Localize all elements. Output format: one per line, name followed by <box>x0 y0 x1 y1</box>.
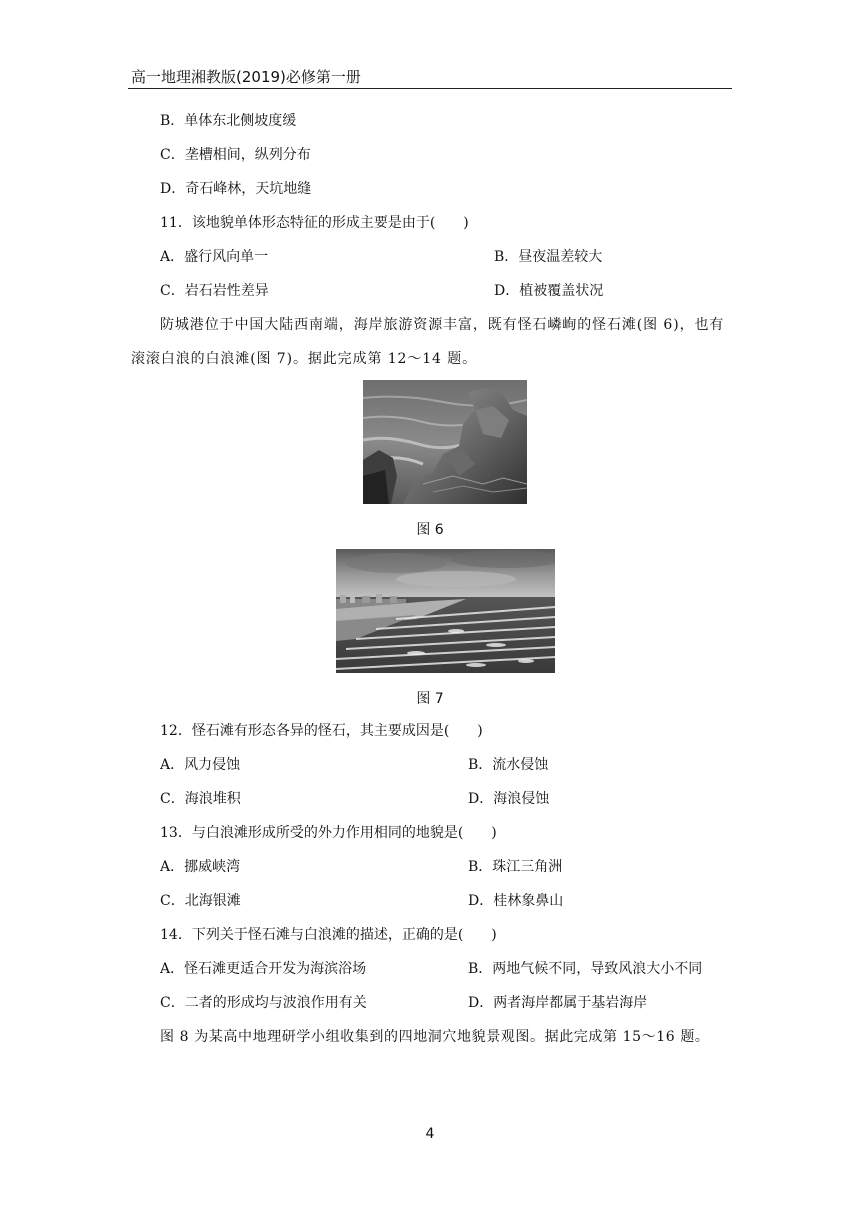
header-divider <box>128 88 732 89</box>
q11-option-a: A．盛行风向单一 <box>160 249 269 265</box>
q11-option-b: B．昼夜温差较大 <box>494 249 603 265</box>
q13-option-d: D．桂林象鼻山 <box>468 893 564 909</box>
q13-stem: 13．与白浪滩形成所受的外力作用相同的地貌是( ) <box>160 825 497 841</box>
rocky-coast-photo <box>363 380 527 504</box>
beach-waves-photo <box>336 549 555 673</box>
passage-line-2: 滚滚白浪的白浪滩(图 7)。据此完成第 12～14 题。 <box>131 351 478 367</box>
figure-7-caption: 图 7 <box>416 691 444 707</box>
q13-option-b: B．珠江三角洲 <box>468 859 563 875</box>
q12-option-a: A．风力侵蚀 <box>160 757 241 773</box>
q14-option-b: B．两地气候不同，导致风浪大小不同 <box>468 961 703 977</box>
passage-line-1: 防城港位于中国大陆西南端，海岸旅游资源丰富，既有怪石嶙峋的怪石滩(图 6)，也有 <box>160 317 725 333</box>
figure-6-caption: 图 6 <box>416 522 444 538</box>
q14-stem: 14．下列关于怪石滩与白浪滩的描述，正确的是( ) <box>160 927 497 943</box>
header-title: 高一地理湘教版(2019)必修第一册 <box>131 68 361 86</box>
q12-stem: 12．怪石滩有形态各异的怪石，其主要成因是( ) <box>160 723 483 739</box>
q12-option-d: D．海浪侵蚀 <box>468 791 550 807</box>
q11-option-c: C．岩石岩性差异 <box>160 283 269 299</box>
q14-option-c: C．二者的形成均与波浪作用有关 <box>160 995 367 1011</box>
q13-option-c: C．北海银滩 <box>160 893 241 909</box>
q11-stem: 11．该地貌单体形态特征的形成主要是由于( ) <box>160 215 469 231</box>
q13-option-a: A．挪威峡湾 <box>160 859 241 875</box>
q14-option-a: A．怪石滩更适合开发为海滨浴场 <box>160 961 367 977</box>
q11-option-d: D．植被覆盖状况 <box>494 283 604 299</box>
passage2-line-1: 图 8 为某高中地理研学小组收集到的四地洞穴地貌景观图。据此完成第 15～16 题。 <box>160 1029 710 1045</box>
q10-option-b: B．单体东北侧坡度缓 <box>160 113 297 129</box>
q10-option-c: C．垄槽相间，纵列分布 <box>160 147 311 163</box>
q14-option-d: D．两者海岸都属于基岩海岸 <box>468 995 648 1011</box>
q10-option-d: D．奇石峰林，天坑地缝 <box>160 181 312 197</box>
q12-option-c: C．海浪堆积 <box>160 791 241 807</box>
q12-option-b: B．流水侵蚀 <box>468 757 549 773</box>
page-number: 4 <box>425 1126 435 1142</box>
